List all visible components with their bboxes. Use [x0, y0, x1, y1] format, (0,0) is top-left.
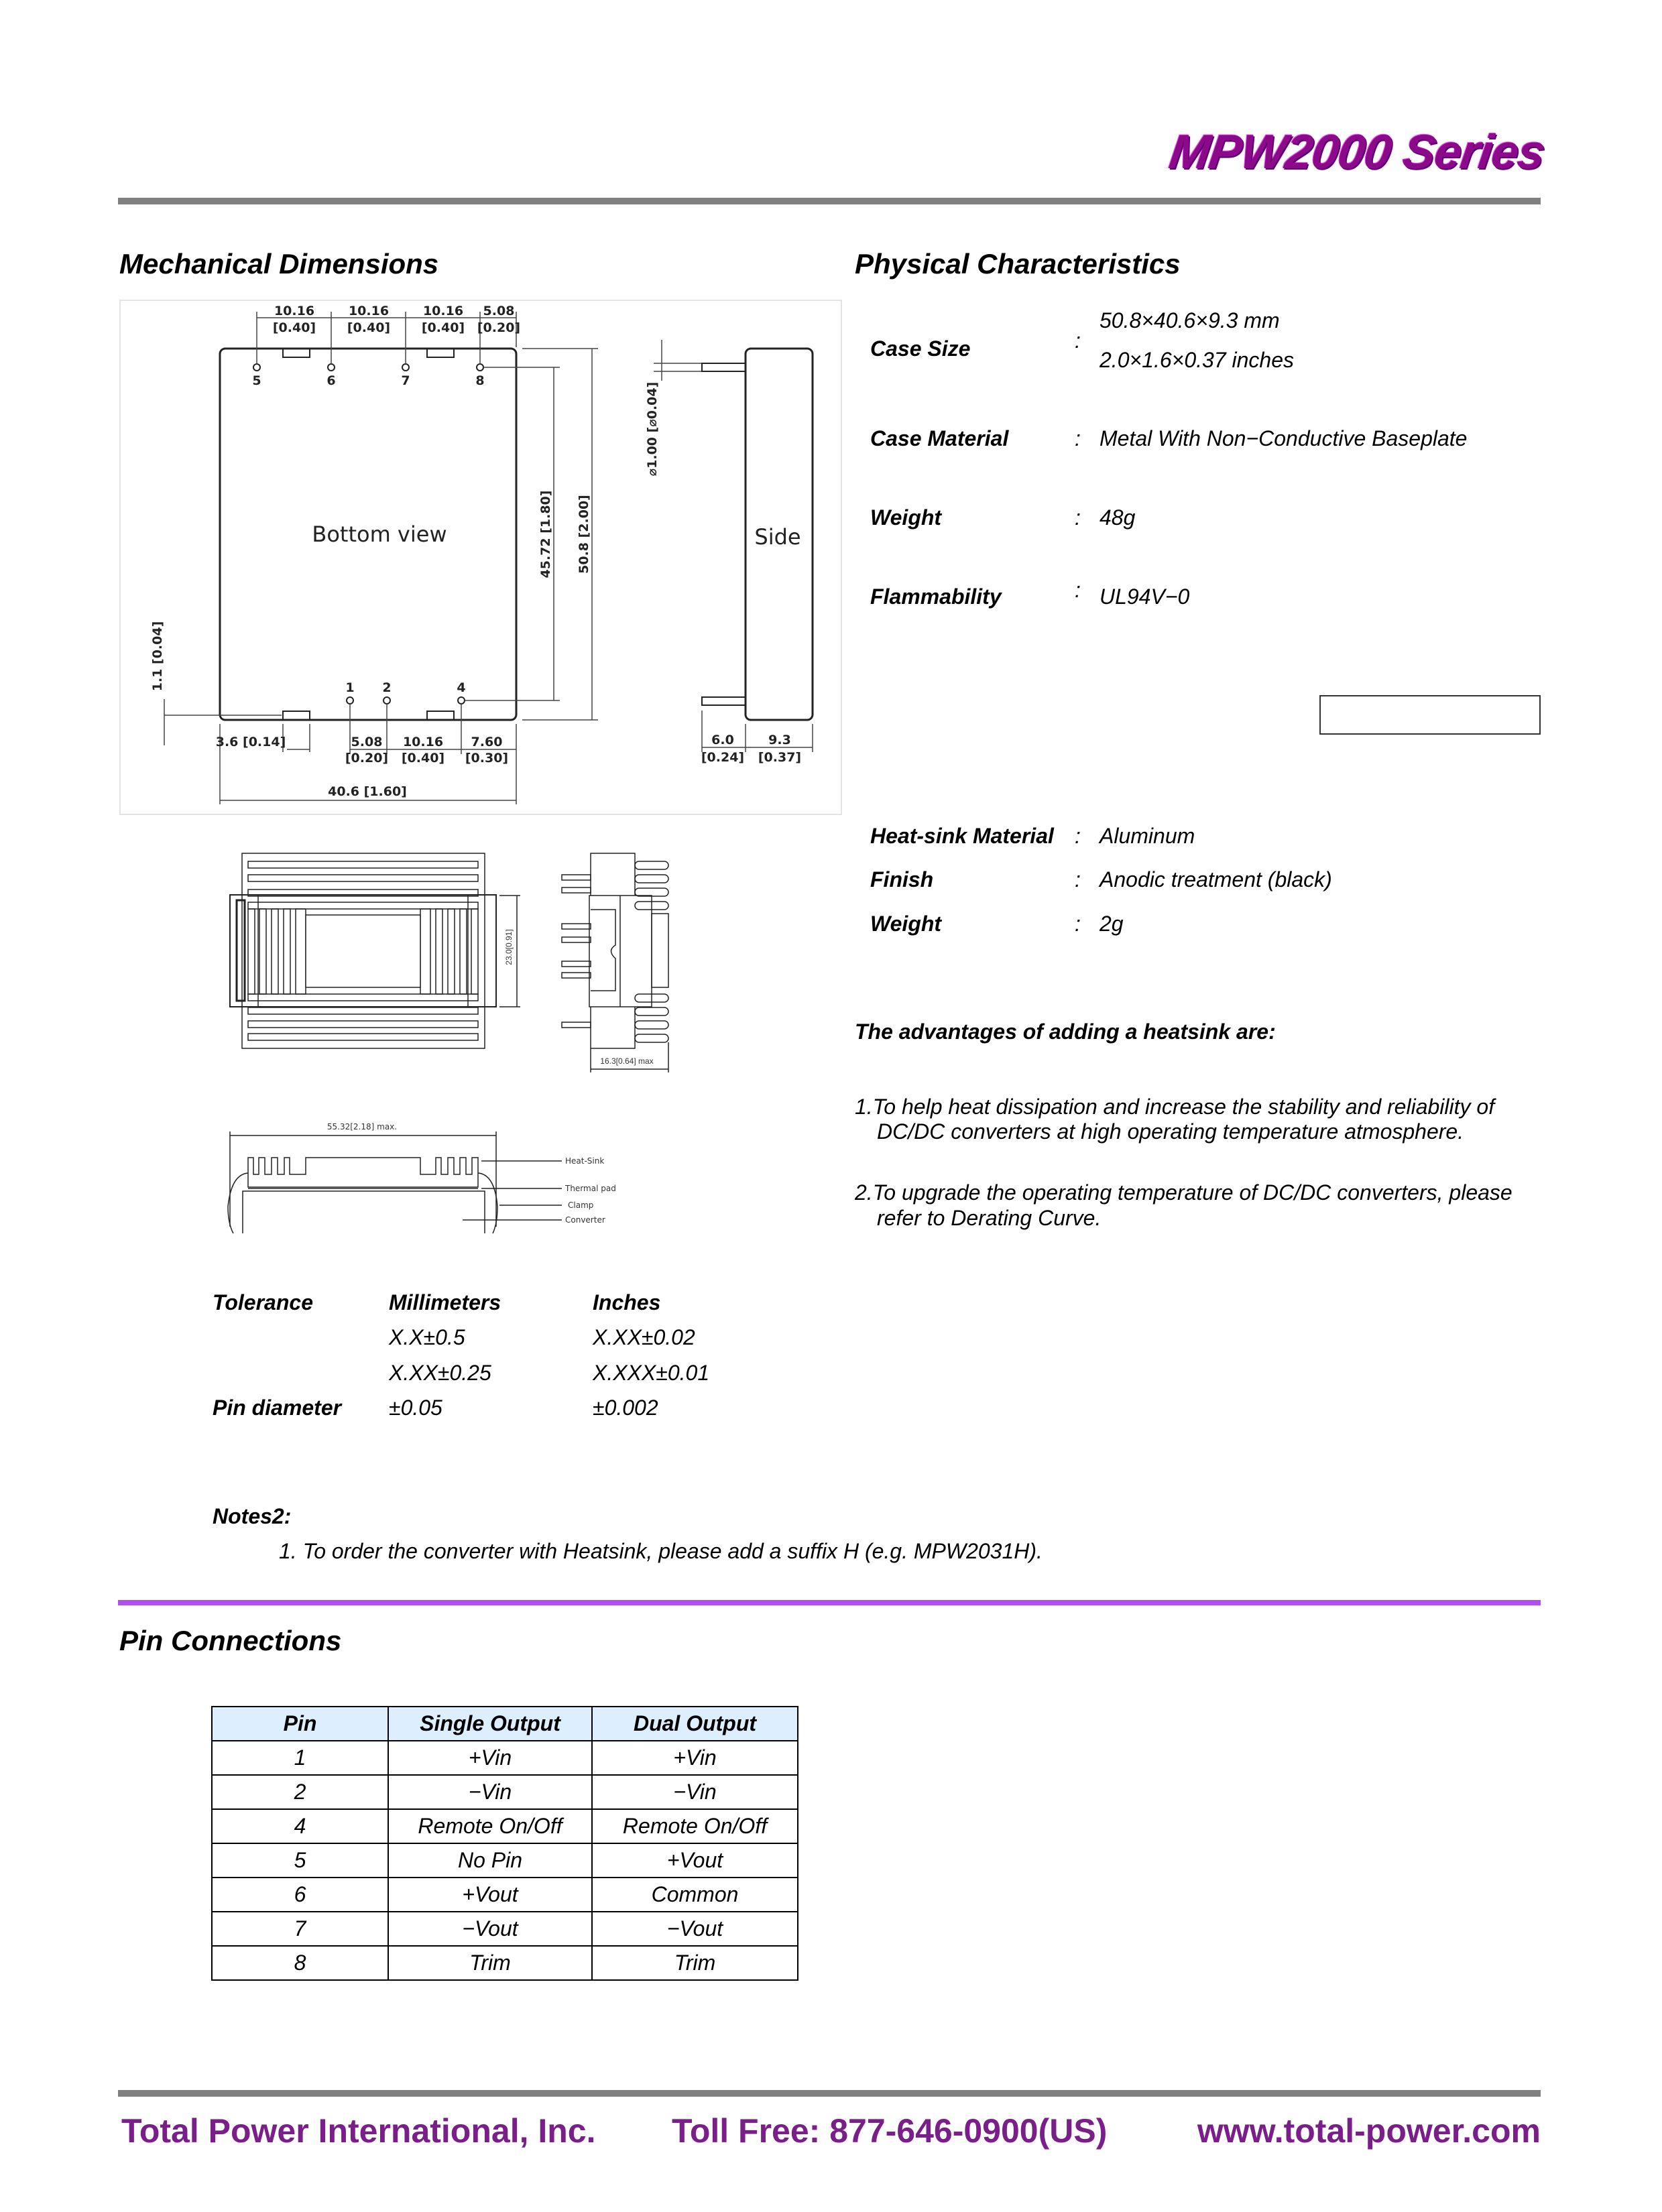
pin-diameter-inch: ±0.002: [593, 1396, 658, 1420]
advantage-2-line-1: 2.To upgrade the operating temperature of DC/DC converters, please: [855, 1180, 1512, 1205]
note-item: 1. To order the converter with Heatsink, please add a suffix H (e.g. MPW2031H).: [279, 1539, 1043, 1563]
svg-text:10.16: 10.16: [348, 304, 390, 318]
pin-cell: 1: [212, 1741, 388, 1775]
svg-text:[0.37]: [0.37]: [758, 750, 802, 765]
case-material-label: Case Material: [870, 426, 1009, 450]
weight-value: 48g: [1100, 505, 1136, 530]
svg-text:[0.40]: [0.40]: [401, 751, 445, 765]
table-row: [212, 1775, 798, 1809]
single-cell: +Vout: [388, 1878, 592, 1912]
inches-header: Inches: [593, 1290, 661, 1314]
footer-phone: Toll Free: 877-646-0900(US): [672, 2112, 1108, 2150]
svg-text:[0.40]: [0.40]: [347, 320, 391, 335]
pin-cell: 4: [212, 1809, 388, 1843]
case-size-label: Case Size: [870, 336, 971, 361]
side-pin: [702, 363, 746, 371]
svg-text:5.08: 5.08: [351, 735, 383, 749]
side-label: Side: [754, 524, 801, 550]
pin-header: Pin: [212, 1707, 388, 1741]
dual-cell: +Vin: [592, 1741, 798, 1775]
pin-cell: 5: [212, 1843, 388, 1878]
single-cell: Trim: [388, 1946, 592, 1980]
svg-text:Converter: Converter: [565, 1215, 605, 1225]
dim-50-8: 50.8 [2.00]: [577, 495, 591, 574]
svg-text:40.6 [1.60]: 40.6 [1.60]: [328, 784, 407, 799]
mechanical-dimensions-heading: Mechanical Dimensions: [119, 248, 439, 280]
dual-cell: −Vin: [592, 1775, 798, 1809]
svg-text:[0.40]: [0.40]: [421, 320, 465, 335]
bottom-view-label: Bottom view: [312, 521, 447, 547]
table-row: [212, 1946, 798, 1980]
flammability-label: Flammability: [870, 585, 1002, 609]
case-size-mm: 50.8×40.6×9.3 mm: [1100, 308, 1280, 332]
svg-text:1: 1: [345, 680, 355, 695]
finish-value: Anodic treatment (black): [1100, 867, 1332, 892]
svg-text:4: 4: [457, 680, 466, 695]
footer-website[interactable]: www.total-power.com: [1197, 2112, 1541, 2150]
dual-cell: Trim: [592, 1946, 798, 1980]
top-dimension-labels: [273, 304, 520, 335]
footer-divider: [118, 2090, 1541, 2097]
pin-connections-table: [211, 1706, 798, 1981]
svg-text:5.08: 5.08: [483, 304, 515, 318]
single-cell: No Pin: [388, 1843, 592, 1878]
table-row: [212, 1809, 798, 1843]
svg-text:10.16: 10.16: [274, 304, 315, 318]
advantages-heading: The advantages of adding a heatsink are:: [855, 1020, 1276, 1044]
dual-output-header: Dual Output: [592, 1707, 798, 1741]
heatsink-side-view: [562, 853, 668, 1072]
single-cell: Remote On/Off: [388, 1809, 592, 1843]
svg-text:Thermal pad: Thermal pad: [565, 1184, 616, 1193]
section-divider: [118, 1600, 1541, 1605]
svg-text:[0.20]: [0.20]: [345, 751, 389, 765]
svg-text:6: 6: [327, 373, 336, 388]
tolerance-mm: X.XX±0.25: [389, 1361, 491, 1385]
svg-text:[0.30]: [0.30]: [465, 751, 509, 765]
svg-text:[0.20]: [0.20]: [477, 320, 521, 335]
finish-label: Finish: [870, 867, 934, 892]
weight-label: Weight: [870, 505, 942, 530]
flammability-value: UL94V−0: [1100, 585, 1190, 609]
pin-diameter-label: Pin diameter: [213, 1396, 342, 1420]
svg-text:Heat-Sink: Heat-Sink: [565, 1156, 605, 1166]
top-pins: [253, 364, 483, 371]
colon: :: [1075, 505, 1081, 530]
pin-cell: 7: [212, 1912, 388, 1946]
notes-title: Notes2:: [213, 1504, 292, 1528]
case-material-value: Metal With Non−Conductive Baseplate: [1100, 426, 1468, 450]
dual-cell: −Vout: [592, 1912, 798, 1946]
case-tab: [283, 711, 310, 720]
pin-connections-heading: Pin Connections: [119, 1625, 342, 1656]
tolerance-inch: X.XX±0.02: [593, 1325, 695, 1349]
heatsink-weight-value: 2g: [1100, 912, 1124, 936]
dim-1-1: 1.1 [0.04]: [150, 621, 165, 692]
table-row: [212, 1912, 798, 1946]
dual-cell: Remote On/Off: [592, 1809, 798, 1843]
dim-45-72: 45.72 [1.80]: [538, 490, 553, 578]
colon: :: [1075, 912, 1081, 936]
single-cell: −Vout: [388, 1912, 592, 1946]
colon: :: [1075, 426, 1081, 450]
single-cell: +Vin: [388, 1741, 592, 1775]
dim-23: 23.0[0.91]: [504, 929, 514, 965]
svg-text:10.16: 10.16: [402, 735, 444, 749]
table-row: [212, 1741, 798, 1775]
table-header-row: [212, 1707, 798, 1741]
pin-diameter-mm: ±0.05: [389, 1396, 442, 1420]
single-output-header: Single Output: [388, 1707, 592, 1741]
pin-cell: 8: [212, 1946, 388, 1980]
svg-text:5: 5: [252, 373, 261, 388]
dual-cell: Common: [592, 1878, 798, 1912]
single-cell: −Vin: [388, 1775, 592, 1809]
case-size-inches: 2.0×1.6×0.37 inches: [1100, 348, 1295, 372]
heatsink-weight-label: Weight: [870, 912, 942, 936]
tolerance-inch: X.XXX±0.01: [593, 1361, 710, 1385]
table-row: [212, 1843, 798, 1878]
case-tab: [283, 349, 310, 357]
footer-company: Total Power International, Inc.: [121, 2112, 596, 2150]
svg-text:2: 2: [382, 680, 392, 695]
svg-text:10.16: 10.16: [422, 304, 464, 318]
heatsink-material-label: Heat-sink Material: [870, 824, 1054, 848]
side-pin: [702, 697, 746, 705]
pin-cell: 6: [212, 1878, 388, 1912]
advantage-1-line-1: 1.To help heat dissipation and increase the stability and reliability of: [855, 1095, 1495, 1119]
svg-text:Clamp: Clamp: [568, 1201, 594, 1210]
pin-cell: 2: [212, 1775, 388, 1809]
dual-cell: +Vout: [592, 1843, 798, 1878]
svg-text:6.0: 6.0: [711, 733, 734, 747]
svg-text:7: 7: [401, 373, 410, 388]
dim-3-6: 3.6 [0.14]: [215, 735, 286, 749]
physical-characteristics-heading: Physical Characteristics: [855, 248, 1181, 280]
tolerance-mm: X.X±0.5: [389, 1325, 465, 1349]
heatsink-top-view: [230, 853, 520, 1048]
bottom-dimension-labels: [328, 733, 801, 799]
svg-text:[0.40]: [0.40]: [272, 320, 316, 335]
svg-text:55.32[2.18] max.: 55.32[2.18] max.: [327, 1122, 398, 1131]
advantage-1-line-2: DC/DC converters at high operating temperature atmosphere.: [877, 1119, 1464, 1144]
table-row: [212, 1878, 798, 1912]
empty-box: [1319, 695, 1541, 735]
colon: :: [1075, 328, 1081, 353]
svg-text:9.3: 9.3: [768, 733, 791, 747]
millimeters-header: Millimeters: [389, 1290, 501, 1314]
case-tab: [427, 349, 454, 357]
bottom-pins: [347, 697, 465, 704]
series-title: MPW2000 Series: [1166, 125, 1548, 179]
dimension-lines: [164, 312, 813, 804]
svg-text:7.60: 7.60: [471, 735, 503, 749]
dim-pin-diameter: ⌀1.00 [⌀0.04]: [645, 381, 660, 477]
svg-text:8: 8: [475, 373, 485, 388]
dim-16-3: 16.3[0.64] max: [600, 1056, 654, 1066]
heatsink-assembly-view: [228, 1131, 562, 1233]
case-tab: [427, 711, 454, 720]
colon: :: [1075, 578, 1081, 602]
heatsink-material-value: Aluminum: [1100, 824, 1195, 848]
advantage-2-line-2: refer to Derating Curve.: [877, 1206, 1102, 1230]
tolerance-header: Tolerance: [213, 1290, 313, 1314]
colon: :: [1075, 867, 1081, 892]
colon: :: [1075, 824, 1081, 848]
svg-text:[0.24]: [0.24]: [701, 750, 745, 765]
